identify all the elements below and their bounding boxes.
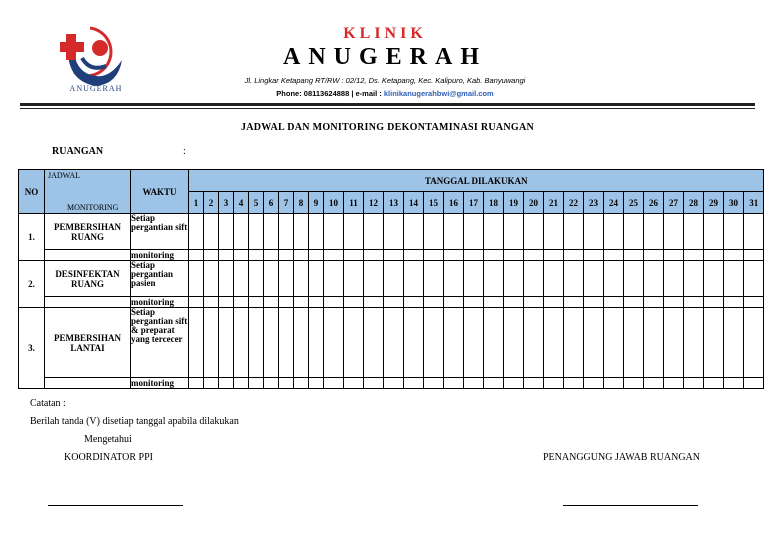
monitoring-row: [19, 297, 764, 308]
check-cell-day-26[interactable]: [644, 214, 664, 250]
monitor-cell-day-21[interactable]: [544, 297, 564, 308]
monitor-cell-day-28[interactable]: [684, 297, 704, 308]
logo-caption: ANUGERAH: [69, 84, 123, 93]
check-cell-day-5[interactable]: [249, 214, 264, 250]
jadwal-label: JADWAL: [48, 171, 80, 180]
signature-line-right: [563, 505, 698, 506]
monitor-cell-day-12[interactable]: [364, 297, 384, 308]
check-cell-day-3[interactable]: [219, 261, 234, 297]
check-cell-day-17[interactable]: [464, 261, 484, 297]
monitor-cell-day-18[interactable]: [484, 297, 504, 308]
monitor-cell-day-28[interactable]: [684, 250, 704, 261]
monitor-cell-day-10[interactable]: [324, 378, 344, 389]
monitor-cell-day-31[interactable]: [744, 250, 764, 261]
monitor-cell-day-29[interactable]: [704, 250, 724, 261]
monitoring-text: monitoring: [131, 297, 189, 308]
monitor-cell-day-6[interactable]: [264, 297, 279, 308]
monitor-cell-day-9[interactable]: [309, 297, 324, 308]
check-cell-day-7[interactable]: [279, 261, 294, 297]
clinic-label: KLINIK: [343, 25, 427, 42]
check-cell-day-29[interactable]: [704, 308, 724, 378]
row-number: 3.: [19, 308, 45, 389]
check-cell-day-8[interactable]: [294, 214, 309, 250]
day-header-13: 13: [384, 192, 404, 214]
check-cell-day-2[interactable]: [204, 261, 219, 297]
monitor-cell-day-25[interactable]: [624, 297, 644, 308]
check-cell-day-6[interactable]: [264, 261, 279, 297]
check-cell-day-14[interactable]: [404, 214, 424, 250]
monitor-cell-day-25[interactable]: [624, 378, 644, 389]
note-instruction: Berilah tanda (V) disetiap tanggal apabila dilakukan: [30, 416, 239, 427]
monitor-cell-day-23[interactable]: [584, 250, 604, 261]
day-header-29: 29: [704, 192, 724, 214]
day-header-3: 3: [219, 192, 234, 214]
day-header-16: 16: [444, 192, 464, 214]
check-cell-day-28[interactable]: [684, 261, 704, 297]
monitor-cell-day-13[interactable]: [384, 297, 404, 308]
monitor-cell-day-7[interactable]: [279, 297, 294, 308]
monitor-cell-day-4[interactable]: [234, 297, 249, 308]
waktu-text: Setiap pergantian sift: [131, 214, 189, 250]
check-cell-day-22[interactable]: [564, 261, 584, 297]
day-header-18: 18: [484, 192, 504, 214]
day-header-6: 6: [264, 192, 279, 214]
day-header-28: 28: [684, 192, 704, 214]
check-cell-day-23[interactable]: [584, 261, 604, 297]
monitor-cell-day-22[interactable]: [564, 378, 584, 389]
penanggung-jawab-label: PENANGGUNG JAWAB RUANGAN: [543, 452, 700, 463]
monitoring-blank: [45, 250, 131, 261]
check-cell-day-17[interactable]: [464, 214, 484, 250]
phone-text: Phone: 08113624888 | e-mail :: [276, 89, 384, 98]
day-header-19: 19: [504, 192, 524, 214]
col-header-tanggal: TANGGAL DILAKUKAN: [189, 170, 764, 192]
day-header-1: 1: [189, 192, 204, 214]
monitor-cell-day-5[interactable]: [249, 250, 264, 261]
check-cell-day-9[interactable]: [309, 214, 324, 250]
check-cell-day-10[interactable]: [324, 214, 344, 250]
check-cell-day-25[interactable]: [624, 214, 644, 250]
check-cell-day-29[interactable]: [704, 261, 724, 297]
check-cell-day-19[interactable]: [504, 308, 524, 378]
monitor-cell-day-21[interactable]: [544, 378, 564, 389]
check-cell-day-6[interactable]: [264, 308, 279, 378]
monitor-cell-day-22[interactable]: [564, 297, 584, 308]
check-cell-day-17[interactable]: [464, 308, 484, 378]
check-cell-day-5[interactable]: [249, 261, 264, 297]
check-cell-day-10[interactable]: [324, 261, 344, 297]
signature-line-left: [48, 505, 183, 506]
day-header-25: 25: [624, 192, 644, 214]
check-cell-day-20[interactable]: [524, 261, 544, 297]
day-header-10: 10: [324, 192, 344, 214]
monitor-cell-day-15[interactable]: [424, 250, 444, 261]
col-header-jadwal: [45, 170, 131, 214]
check-cell-day-23[interactable]: [584, 308, 604, 378]
check-cell-day-30[interactable]: [724, 308, 744, 378]
monitor-cell-day-15[interactable]: [424, 297, 444, 308]
check-cell-day-1[interactable]: [189, 261, 204, 297]
monitor-cell-day-18[interactable]: [484, 250, 504, 261]
clinic-address: Jl. Lingkar Ketapang RT/RW : 02/12, Ds. Ketapang, Kec. Kalipuro, Kab. Banyuwangi: [244, 76, 526, 85]
monitor-cell-day-6[interactable]: [264, 250, 279, 261]
check-cell-day-12[interactable]: [364, 214, 384, 250]
monitor-cell-day-16[interactable]: [444, 378, 464, 389]
monitoring-row: [19, 250, 764, 261]
monitor-cell-day-24[interactable]: [604, 297, 624, 308]
schedule-table: [18, 169, 764, 389]
day-header-9: 9: [309, 192, 324, 214]
check-cell-day-16[interactable]: [444, 308, 464, 378]
room-colon: :: [183, 146, 186, 157]
table-row: [19, 261, 764, 297]
check-cell-day-3[interactable]: [219, 308, 234, 378]
check-cell-day-20[interactable]: [524, 214, 544, 250]
monitor-cell-day-5[interactable]: [249, 378, 264, 389]
check-cell-day-15[interactable]: [424, 308, 444, 378]
monitor-cell-day-3[interactable]: [219, 297, 234, 308]
room-label: RUANGAN: [52, 146, 104, 157]
day-header-26: 26: [644, 192, 664, 214]
check-cell-day-31[interactable]: [744, 261, 764, 297]
check-cell-day-7[interactable]: [279, 308, 294, 378]
monitoring-blank: [45, 378, 131, 389]
check-cell-day-19[interactable]: [504, 214, 524, 250]
check-cell-day-13[interactable]: [384, 308, 404, 378]
day-header-2: 2: [204, 192, 219, 214]
check-cell-day-8[interactable]: [294, 261, 309, 297]
day-header-12: 12: [364, 192, 384, 214]
check-cell-day-7[interactable]: [279, 214, 294, 250]
monitor-cell-day-20[interactable]: [524, 378, 544, 389]
check-cell-day-4[interactable]: [234, 261, 249, 297]
monitor-cell-day-2[interactable]: [204, 297, 219, 308]
monitor-cell-day-4[interactable]: [234, 250, 249, 261]
monitor-cell-day-16[interactable]: [444, 297, 464, 308]
monitoring-text: monitoring: [131, 250, 189, 261]
monitor-cell-day-1[interactable]: [189, 378, 204, 389]
row-number: 1.: [19, 214, 45, 261]
check-cell-day-9[interactable]: [309, 308, 324, 378]
email-text: klinikanugerahbwi@gmail.com: [383, 89, 494, 98]
document-title: JADWAL DAN MONITORING DEKONTAMINASI RUANGAN: [240, 122, 535, 133]
monitor-cell-day-12[interactable]: [364, 250, 384, 261]
activity-name: DESINFEKTAN RUANG: [45, 261, 131, 297]
col-header-no: NO: [19, 170, 45, 214]
check-cell-day-24[interactable]: [604, 214, 624, 250]
check-cell-day-30[interactable]: [724, 214, 744, 250]
day-header-14: 14: [404, 192, 424, 214]
check-cell-day-9[interactable]: [309, 261, 324, 297]
check-cell-day-5[interactable]: [249, 308, 264, 378]
monitor-cell-day-23[interactable]: [584, 378, 604, 389]
day-header-8: 8: [294, 192, 309, 214]
check-cell-day-30[interactable]: [724, 261, 744, 297]
monitor-cell-day-26[interactable]: [644, 297, 664, 308]
monitor-cell-day-27[interactable]: [664, 250, 684, 261]
mengetahui-label: Mengetahui: [84, 434, 132, 445]
day-header-24: 24: [604, 192, 624, 214]
check-cell-day-29[interactable]: [704, 214, 724, 250]
check-cell-day-21[interactable]: [544, 261, 564, 297]
koordinator-label: KOORDINATOR PPI: [64, 452, 153, 463]
day-header-7: 7: [279, 192, 294, 214]
monitor-cell-day-29[interactable]: [704, 378, 724, 389]
monitor-cell-day-28[interactable]: [684, 378, 704, 389]
check-cell-day-27[interactable]: [664, 308, 684, 378]
activity-name: PEMBERSIHAN LANTAI: [45, 308, 131, 378]
monitor-cell-day-9[interactable]: [309, 250, 324, 261]
monitor-cell-day-19[interactable]: [504, 378, 524, 389]
check-cell-day-15[interactable]: [424, 214, 444, 250]
check-cell-day-6[interactable]: [264, 214, 279, 250]
monitor-cell-day-4[interactable]: [234, 378, 249, 389]
monitor-cell-day-13[interactable]: [384, 250, 404, 261]
monitor-cell-day-25[interactable]: [624, 250, 644, 261]
check-cell-day-4[interactable]: [234, 214, 249, 250]
check-cell-day-16[interactable]: [444, 214, 464, 250]
waktu-text: Setiap pergantian sift & preparat yang tercecer: [131, 308, 189, 378]
check-cell-day-24[interactable]: [604, 308, 624, 378]
monitoring-text: monitoring: [131, 378, 189, 389]
check-cell-day-26[interactable]: [644, 308, 664, 378]
check-cell-day-26[interactable]: [644, 261, 664, 297]
monitor-cell-day-1[interactable]: [189, 250, 204, 261]
check-cell-day-24[interactable]: [604, 261, 624, 297]
monitor-cell-day-1[interactable]: [189, 297, 204, 308]
clinic-contact: [200, 89, 570, 98]
check-cell-day-14[interactable]: [404, 308, 424, 378]
check-cell-day-21[interactable]: [544, 308, 564, 378]
check-cell-day-10[interactable]: [324, 308, 344, 378]
check-cell-day-27[interactable]: [664, 261, 684, 297]
check-cell-day-25[interactable]: [624, 308, 644, 378]
check-cell-day-12[interactable]: [364, 308, 384, 378]
check-cell-day-31[interactable]: [744, 308, 764, 378]
day-header-22: 22: [564, 192, 584, 214]
check-cell-day-23[interactable]: [584, 214, 604, 250]
monitor-cell-day-30[interactable]: [724, 378, 744, 389]
monitor-cell-day-24[interactable]: [604, 378, 624, 389]
day-header-30: 30: [724, 192, 744, 214]
day-header-11: 11: [344, 192, 364, 214]
day-header-15: 15: [424, 192, 444, 214]
day-header-23: 23: [584, 192, 604, 214]
header-rule-thick: [20, 103, 755, 106]
day-header-20: 20: [524, 192, 544, 214]
check-cell-day-15[interactable]: [424, 261, 444, 297]
monitoring-label: MONITORING: [67, 203, 119, 212]
waktu-text: Setiap pergantian pasien: [131, 261, 189, 297]
check-cell-day-19[interactable]: [504, 261, 524, 297]
monitor-cell-day-17[interactable]: [464, 297, 484, 308]
monitor-cell-day-26[interactable]: [644, 250, 664, 261]
check-cell-day-1[interactable]: [189, 214, 204, 250]
monitor-cell-day-16[interactable]: [444, 250, 464, 261]
monitor-cell-day-21[interactable]: [544, 250, 564, 261]
clinic-name: ANUGERAH: [282, 44, 487, 70]
monitor-cell-day-26[interactable]: [644, 378, 664, 389]
day-header-5: 5: [249, 192, 264, 214]
day-header-27: 27: [664, 192, 684, 214]
monitor-cell-day-10[interactable]: [324, 297, 344, 308]
check-cell-day-3[interactable]: [219, 214, 234, 250]
check-cell-day-2[interactable]: [204, 308, 219, 378]
row-number: 2.: [19, 261, 45, 308]
check-cell-day-11[interactable]: [344, 308, 364, 378]
monitor-cell-day-8[interactable]: [294, 378, 309, 389]
note-catatan: Catatan :: [30, 398, 66, 409]
monitoring-blank: [45, 297, 131, 308]
monitor-cell-day-11[interactable]: [344, 378, 364, 389]
monitor-cell-day-31[interactable]: [744, 378, 764, 389]
monitor-cell-day-7[interactable]: [279, 250, 294, 261]
header-rule-thin: [20, 108, 755, 109]
activity-name: PEMBERSIHAN RUANG: [45, 214, 131, 250]
monitoring-row: [19, 378, 764, 389]
check-cell-day-31[interactable]: [744, 214, 764, 250]
check-cell-day-21[interactable]: [544, 214, 564, 250]
monitor-cell-day-14[interactable]: [404, 250, 424, 261]
check-cell-day-12[interactable]: [364, 261, 384, 297]
monitor-cell-day-6[interactable]: [264, 378, 279, 389]
monitor-cell-day-29[interactable]: [704, 297, 724, 308]
monitor-cell-day-30[interactable]: [724, 250, 744, 261]
monitor-cell-day-11[interactable]: [344, 250, 364, 261]
monitor-cell-day-19[interactable]: [504, 250, 524, 261]
monitor-cell-day-15[interactable]: [424, 378, 444, 389]
col-header-waktu: WAKTU: [131, 170, 189, 214]
monitor-cell-day-14[interactable]: [404, 297, 424, 308]
day-header-31: 31: [744, 192, 764, 214]
monitor-cell-day-18[interactable]: [484, 378, 504, 389]
monitor-cell-day-9[interactable]: [309, 378, 324, 389]
check-cell-day-16[interactable]: [444, 261, 464, 297]
monitor-cell-day-3[interactable]: [219, 378, 234, 389]
monitor-cell-day-19[interactable]: [504, 297, 524, 308]
monitor-cell-day-17[interactable]: [464, 378, 484, 389]
check-cell-day-8[interactable]: [294, 308, 309, 378]
monitor-cell-day-20[interactable]: [524, 250, 544, 261]
monitor-cell-day-27[interactable]: [664, 378, 684, 389]
check-cell-day-14[interactable]: [404, 261, 424, 297]
check-cell-day-22[interactable]: [564, 308, 584, 378]
monitor-cell-day-3[interactable]: [219, 250, 234, 261]
monitor-cell-day-13[interactable]: [384, 378, 404, 389]
monitor-cell-day-31[interactable]: [744, 297, 764, 308]
monitor-cell-day-22[interactable]: [564, 250, 584, 261]
check-cell-day-2[interactable]: [204, 214, 219, 250]
check-cell-day-11[interactable]: [344, 214, 364, 250]
day-header-4: 4: [234, 192, 249, 214]
monitor-cell-day-10[interactable]: [324, 250, 344, 261]
table-row: [19, 214, 764, 250]
monitor-cell-day-30[interactable]: [724, 297, 744, 308]
table-row: [19, 308, 764, 378]
check-cell-day-18[interactable]: [484, 308, 504, 378]
monitor-cell-day-7[interactable]: [279, 378, 294, 389]
check-cell-day-18[interactable]: [484, 261, 504, 297]
check-cell-day-4[interactable]: [234, 308, 249, 378]
monitor-cell-day-5[interactable]: [249, 297, 264, 308]
day-header-17: 17: [464, 192, 484, 214]
monitor-cell-day-24[interactable]: [604, 250, 624, 261]
monitor-cell-day-27[interactable]: [664, 297, 684, 308]
monitor-cell-day-14[interactable]: [404, 378, 424, 389]
check-cell-day-28[interactable]: [684, 214, 704, 250]
monitor-cell-day-12[interactable]: [364, 378, 384, 389]
monitor-cell-day-20[interactable]: [524, 297, 544, 308]
monitor-cell-day-23[interactable]: [584, 297, 604, 308]
monitor-cell-day-2[interactable]: [204, 250, 219, 261]
check-cell-day-20[interactable]: [524, 308, 544, 378]
check-cell-day-13[interactable]: [384, 261, 404, 297]
check-cell-day-25[interactable]: [624, 261, 644, 297]
monitor-cell-day-8[interactable]: [294, 250, 309, 261]
check-cell-day-1[interactable]: [189, 308, 204, 378]
monitor-cell-day-2[interactable]: [204, 378, 219, 389]
check-cell-day-27[interactable]: [664, 214, 684, 250]
check-cell-day-22[interactable]: [564, 214, 584, 250]
check-cell-day-13[interactable]: [384, 214, 404, 250]
monitor-cell-day-8[interactable]: [294, 297, 309, 308]
day-header-21: 21: [544, 192, 564, 214]
monitor-cell-day-11[interactable]: [344, 297, 364, 308]
check-cell-day-18[interactable]: [484, 214, 504, 250]
monitor-cell-day-17[interactable]: [464, 250, 484, 261]
check-cell-day-11[interactable]: [344, 261, 364, 297]
check-cell-day-28[interactable]: [684, 308, 704, 378]
